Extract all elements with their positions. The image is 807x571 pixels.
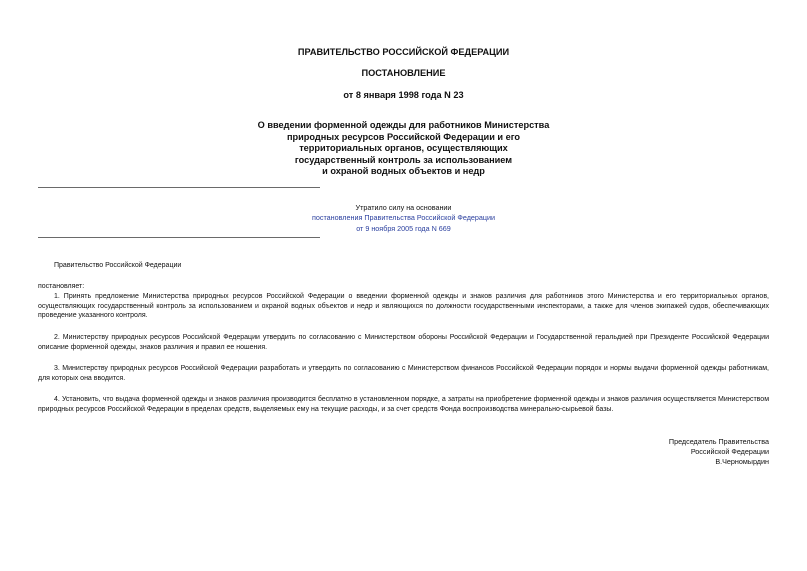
preamble: Правительство Российской Федерации	[54, 262, 182, 269]
repeal-link-line1[interactable]: постановления Правительства Российской Федерации	[311, 213, 496, 223]
subject-line: государственный контроль за использованием	[294, 154, 513, 165]
repeal-note	[0, 203, 807, 234]
subject-line: природных ресурсов Российской Федерации и его	[286, 131, 521, 142]
government-title: ПРАВИТЕЛЬСТВО РОССИЙСКОЙ ФЕДЕРАЦИИ	[297, 47, 510, 57]
signatory-country: Российской Федерации	[690, 447, 769, 457]
subject-line: О введении форменной одежды для работников Министерства	[257, 120, 550, 130]
signatory-title: Председатель Правительства	[668, 437, 769, 446]
clause-1: 1. Принять предложение Министерства природных ресурсов Российской Федерации о введении форменной одежды и знаков различия для работников этого Министерства и его территориальных органов, осуществляющих государственный контроль за использованием и охраной водных объектов и недр и являющихся по должности государственными инспекторами, а также для членов экипажей судов, обеспечивающих проведение указанного контроля.	[38, 293, 769, 320]
signatory-name: В.Черномырдин	[715, 457, 769, 467]
signature-block	[669, 437, 769, 468]
clause-2: 2. Министерству природных ресурсов Российской Федерации утвердить по согласованию с Министерством обороны Российской Федерации и Государственной геральдией при Президенте Российской Федерации описание форменной одежды, знаков различия и правил ее ношения.	[38, 334, 769, 351]
repeal-link-line2[interactable]: от 9 ноября 2005 года N 669	[356, 223, 451, 233]
document-type: ПОСТАНОВЛЕНИЕ	[361, 68, 446, 78]
document-date-number: от 8 января 1998 года N 23	[343, 90, 464, 100]
subject-line: территориальных органов, осуществляющих	[299, 143, 508, 154]
divider-bottom	[38, 237, 320, 238]
resolves-word: постановляет:	[38, 283, 85, 290]
document-subject	[0, 120, 807, 178]
divider-top	[38, 187, 320, 188]
clause-3: 3. Министерству природных ресурсов Российской Федерации разработать и утвердить по согласованию с Министерством финансов Российской Федерации порядок и нормы выдачи форменной одежды работникам, для которых она вводится.	[38, 365, 769, 382]
repeal-text: Утратило силу на основании	[355, 203, 452, 212]
clause-4: 4. Установить, что выдача форменной одежды и знаков различия производится бесплатно в установленном порядке, а затраты на приобретение форменной одежды и знаков различия осуществляется Министерством природных ресурсов Российской Федерации в пределах средств, выделяемых ему на текущие расходы, и за счет средств Фонда воспроизводства минерально-сырьевой базы.	[38, 396, 769, 413]
subject-line: и охраной водных объектов и недр	[322, 166, 485, 177]
